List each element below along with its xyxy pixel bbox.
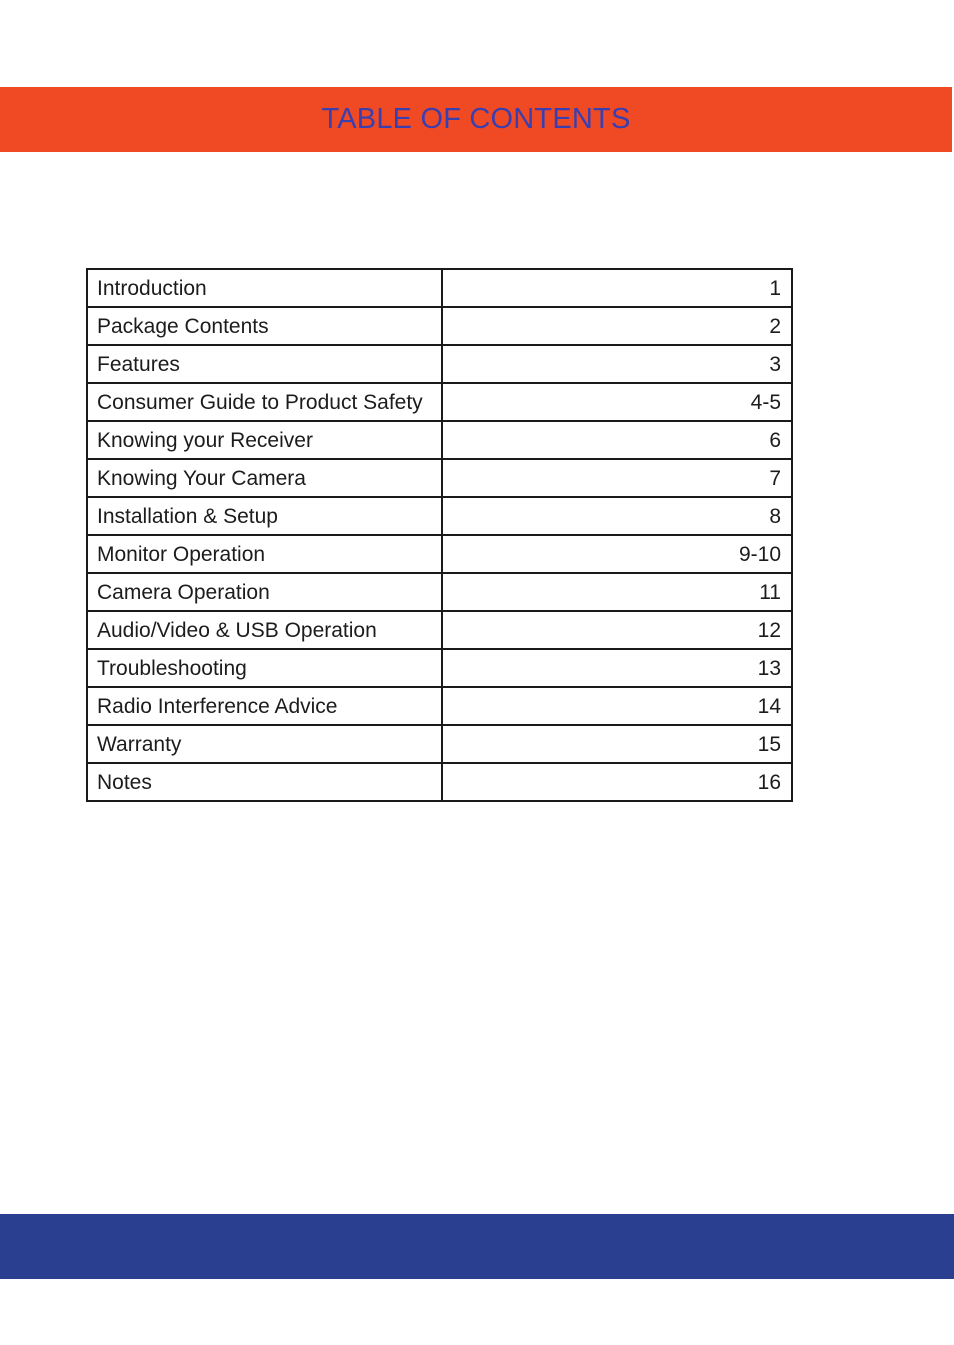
- toc-row-notes[interactable]: [87, 763, 792, 801]
- toc-row-installation-setup[interactable]: [87, 497, 792, 535]
- toc-page-number: 13: [442, 649, 792, 687]
- toc-page-number: 12: [442, 611, 792, 649]
- toc-page-number: 7: [442, 459, 792, 497]
- toc-topic: Camera Operation: [87, 573, 442, 611]
- toc-row-introduction[interactable]: [87, 269, 792, 307]
- toc-row-monitor-operation[interactable]: [87, 535, 792, 573]
- toc-page-number: 9-10: [442, 535, 792, 573]
- toc-row-package-contents[interactable]: [87, 307, 792, 345]
- toc-page-number: 11: [442, 573, 792, 611]
- toc-page-number: 2: [442, 307, 792, 345]
- toc-page-number: 14: [442, 687, 792, 725]
- toc-row-consumer-guide[interactable]: [87, 383, 792, 421]
- footer-band: [0, 1214, 954, 1279]
- toc-page-number: 15: [442, 725, 792, 763]
- toc-row-warranty[interactable]: [87, 725, 792, 763]
- toc-topic: Radio Interference Advice: [87, 687, 442, 725]
- toc-topic: Consumer Guide to Product Safety: [87, 383, 442, 421]
- toc-topic: Introduction: [87, 269, 442, 307]
- toc-topic: Warranty: [87, 725, 442, 763]
- page-title: TABLE OF CONTENTS: [321, 103, 631, 135]
- toc-topic: Notes: [87, 763, 442, 801]
- toc-topic: Package Contents: [87, 307, 442, 345]
- toc-page-number: 6: [442, 421, 792, 459]
- toc-topic: Audio/Video & USB Operation: [87, 611, 442, 649]
- toc-page-number: 1: [442, 269, 792, 307]
- toc-row-camera-operation[interactable]: [87, 573, 792, 611]
- toc-topic: Monitor Operation: [87, 535, 442, 573]
- toc-row-audio-video-usb[interactable]: [87, 611, 792, 649]
- toc-topic: Installation & Setup: [87, 497, 442, 535]
- toc-page-number: 8: [442, 497, 792, 535]
- toc-topic: Features: [87, 345, 442, 383]
- toc-row-troubleshooting[interactable]: [87, 649, 792, 687]
- toc-page-number: 3: [442, 345, 792, 383]
- toc-topic: Knowing your Receiver: [87, 421, 442, 459]
- toc-row-features[interactable]: [87, 345, 792, 383]
- toc-row-radio-interference[interactable]: [87, 687, 792, 725]
- toc-topic: Troubleshooting: [87, 649, 442, 687]
- table-of-contents: [86, 268, 793, 802]
- toc-page-number: 16: [442, 763, 792, 801]
- header-band: [0, 87, 952, 152]
- toc-page-number: 4-5: [442, 383, 792, 421]
- toc-row-knowing-receiver[interactable]: [87, 421, 792, 459]
- toc-row-knowing-camera[interactable]: [87, 459, 792, 497]
- toc-topic: Knowing Your Camera: [87, 459, 442, 497]
